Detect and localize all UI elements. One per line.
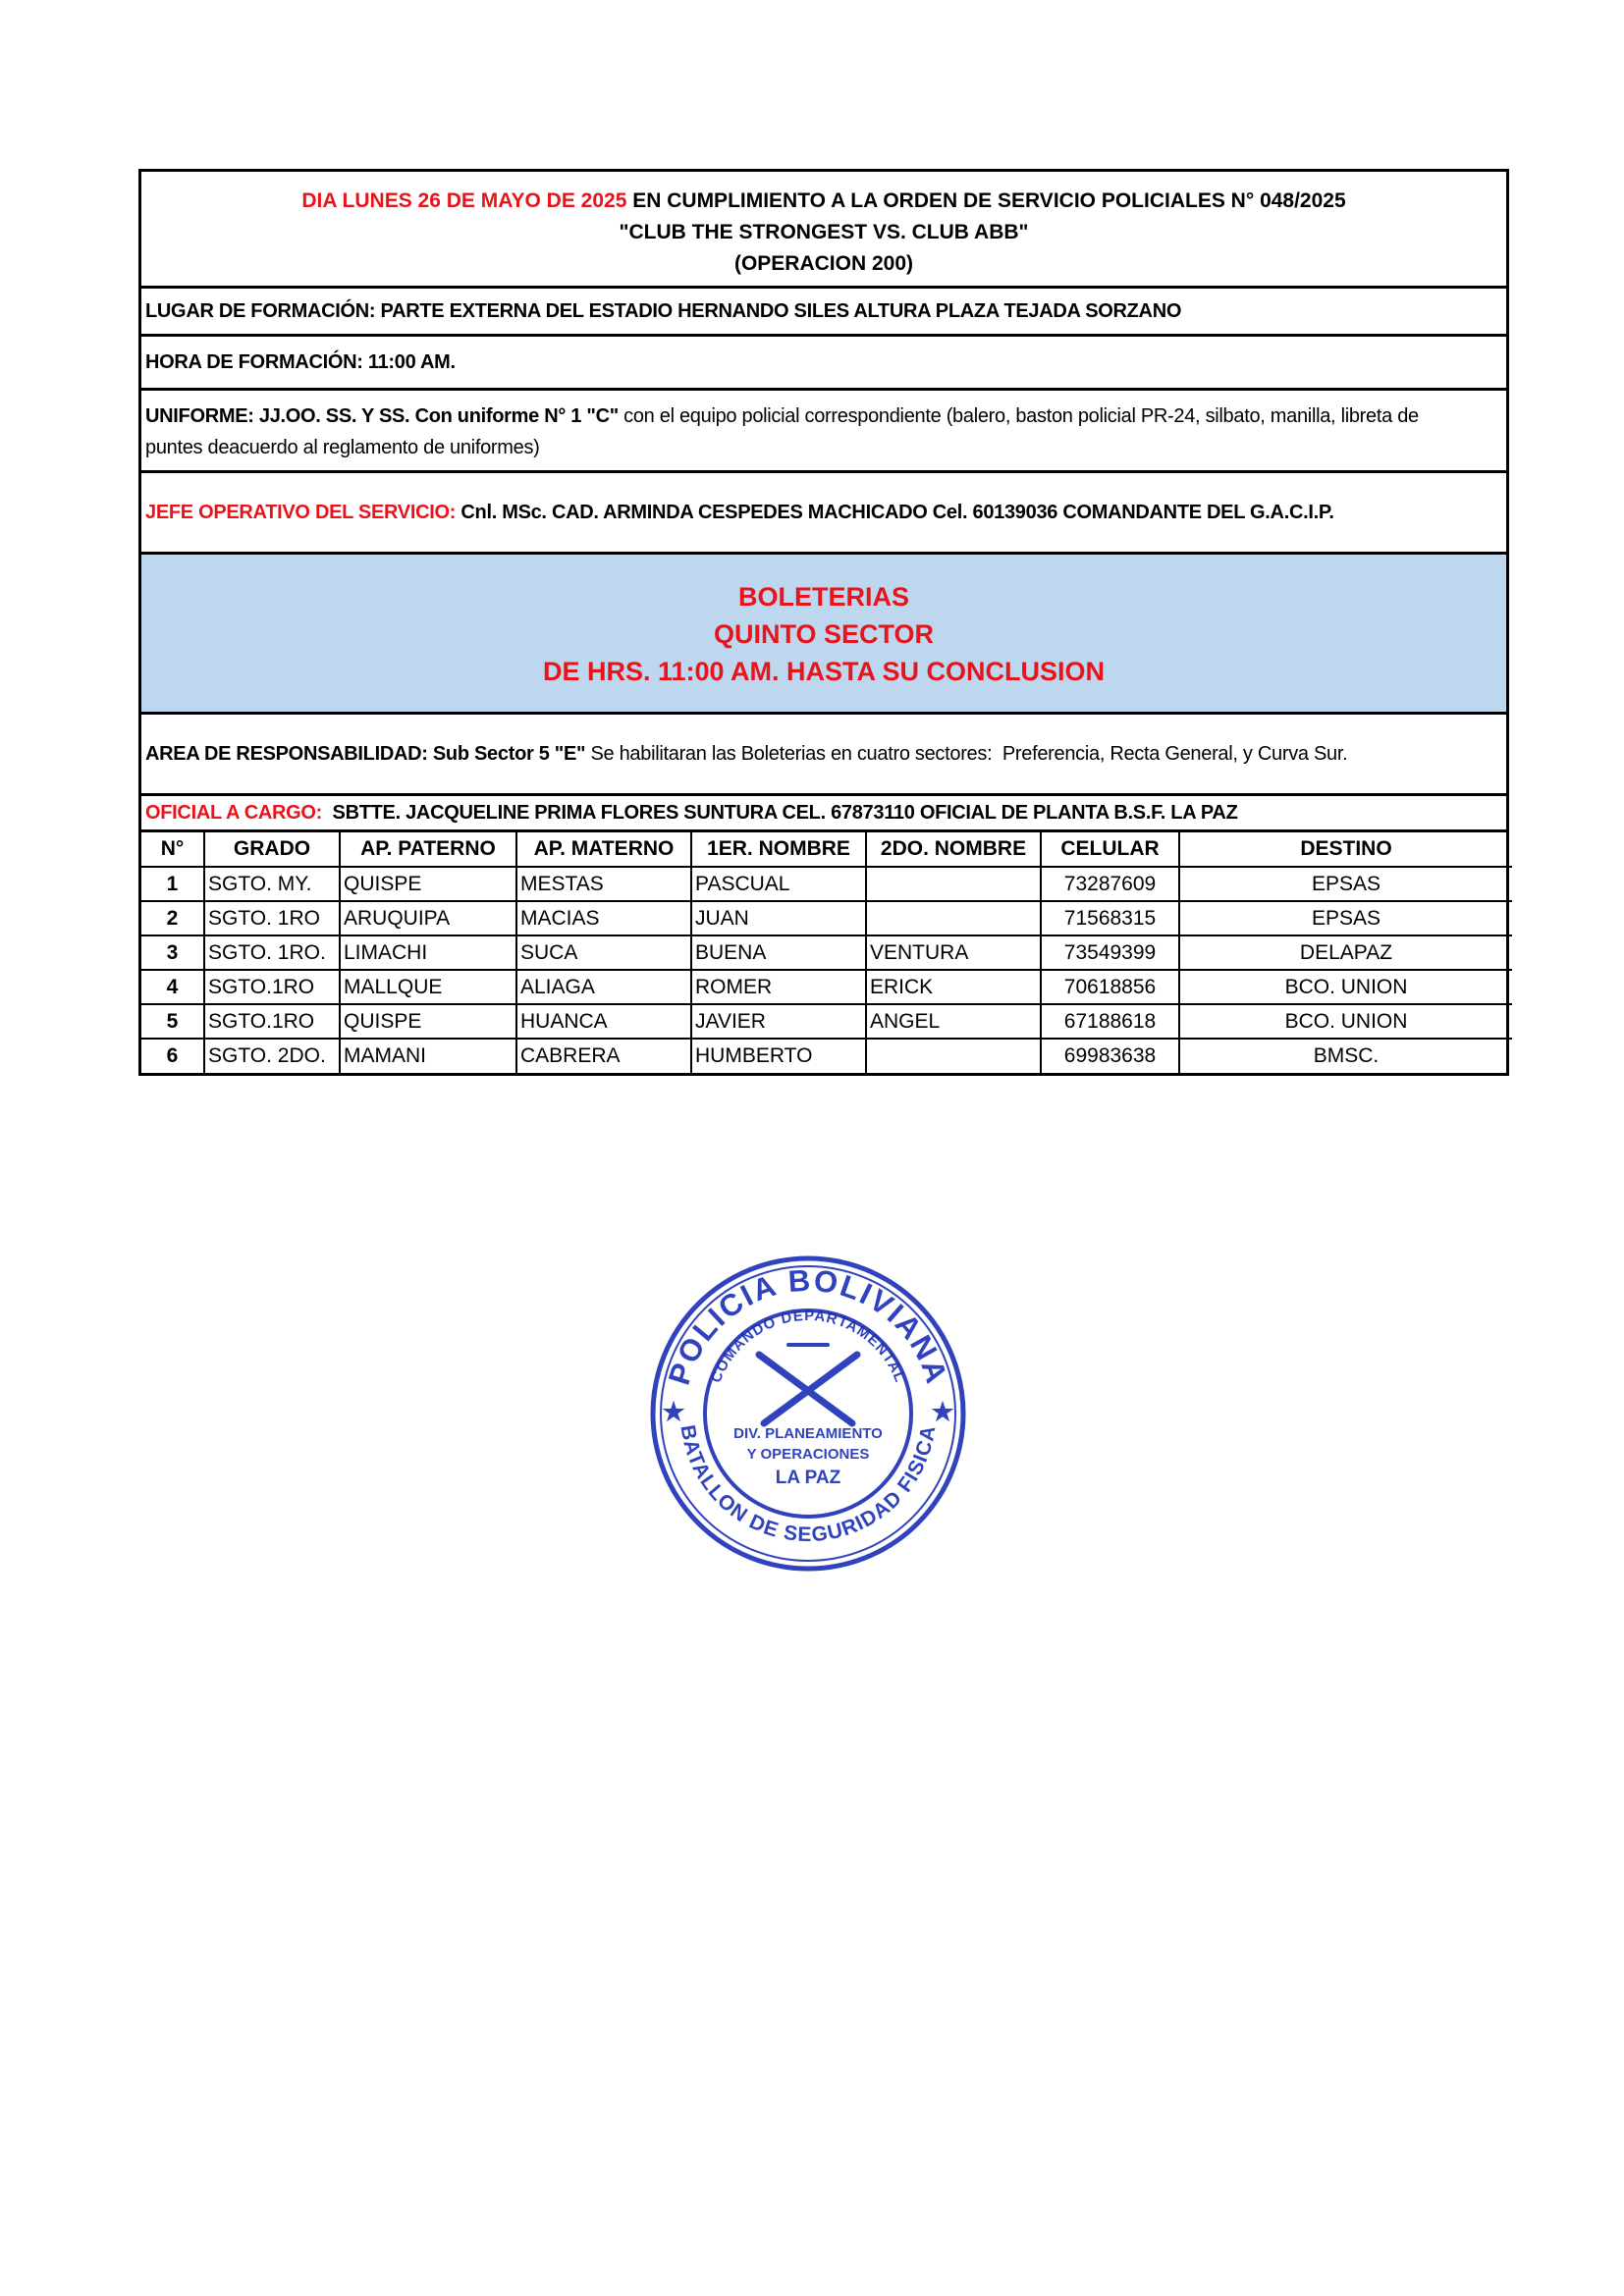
uniform-info	[141, 391, 1506, 473]
table-header-row	[141, 832, 1512, 867]
seal-center-line-2: Y OPERACIONES	[746, 1446, 870, 1463]
uniform-line-1: con el equipo policial correspondiente (balero, baston policial PR-24, silbato, manilla, libreta de	[618, 405, 1419, 427]
maternal-surname-cell: ALIAGA	[516, 970, 691, 1004]
header-operation: (OPERACION 200)	[733, 252, 914, 275]
header-date: DIA LUNES 26 DE MAYO DE 2025	[301, 189, 627, 212]
seal-outer-ring	[653, 1258, 963, 1569]
destination-cell: EPSAS	[1179, 867, 1512, 901]
maternal-surname-cell: CABRERA	[516, 1039, 691, 1073]
second-name-cell: VENTURA	[866, 935, 1041, 970]
paternal-surname-cell: MAMANI	[340, 1039, 516, 1073]
first-name-cell: BUENA	[691, 935, 866, 970]
paternal-surname-cell: QUISPE	[340, 1004, 516, 1039]
destination-cell: EPSAS	[1179, 901, 1512, 935]
col-header: 1ER. NOMBRE	[691, 832, 866, 867]
officer-in-charge	[141, 796, 1506, 832]
paternal-surname-cell: LIMACHI	[340, 935, 516, 970]
row-number: 6	[141, 1039, 204, 1073]
rank-cell: SGTO. 2DO.	[204, 1039, 340, 1073]
maternal-surname-cell: HUANCA	[516, 1004, 691, 1039]
col-header: 2DO. NOMBRE	[866, 832, 1041, 867]
band-line-2: QUINTO SECTOR	[713, 619, 935, 649]
band-line-1: BOLETERIAS	[737, 582, 909, 612]
table-row	[141, 1004, 1512, 1039]
paternal-surname-cell: ARUQUIPA	[340, 901, 516, 935]
seal-inner-top-text: COMANDO DEPARTAMENTAL	[707, 1307, 909, 1386]
second-name-cell	[866, 1039, 1041, 1073]
service-order-document	[138, 169, 1509, 1076]
second-name-cell	[866, 867, 1041, 901]
chief-label: JEFE OPERATIVO DEL SERVICIO:	[145, 501, 457, 523]
police-seal-stamp	[646, 1252, 970, 1575]
seal-star-icon: ★	[931, 1397, 954, 1426]
area-value: Se habilitaran las Boleterias en cuatro sectores: Preferencia, Recta General, y Curva Sur.	[585, 742, 1348, 765]
row-number: 3	[141, 935, 204, 970]
second-name-cell: ANGEL	[866, 1004, 1041, 1039]
seal-outer-top-text: POLICIA BOLIVIANA	[661, 1262, 955, 1389]
formation-place: LUGAR DE FORMACIÓN: PARTE EXTERNA DEL ESTADIO HERNANDO SILES ALTURA PLAZA TEJADA SORZANO	[141, 289, 1506, 337]
table-row	[141, 1039, 1512, 1073]
phone-cell: 70618856	[1041, 970, 1179, 1004]
row-number: 2	[141, 901, 204, 935]
row-number: 1	[141, 867, 204, 901]
phone-cell: 73549399	[1041, 935, 1179, 970]
seal-star-icon: ★	[662, 1397, 685, 1426]
crossed-rifles-icon	[759, 1345, 857, 1423]
col-header: DESTINO	[1179, 832, 1512, 867]
phone-cell: 67188618	[1041, 1004, 1179, 1039]
phone-cell: 71568315	[1041, 901, 1179, 935]
chief-value: Cnl. MSc. CAD. ARMINDA CESPEDES MACHICADO Cel. 60139036 COMANDANTE DEL G.A.C.I.P.	[456, 501, 1334, 523]
second-name-cell	[866, 901, 1041, 935]
personnel-table-wrap	[141, 832, 1506, 1073]
first-name-cell: HUMBERTO	[691, 1039, 866, 1073]
rank-cell: SGTO. 1RO	[204, 901, 340, 935]
band-line-3: DE HRS. 11:00 AM. HASTA SU CONCLUSION	[542, 657, 1106, 686]
uniform-line-2: puntes deacuerdo al reglamento de uniformes)	[145, 437, 540, 458]
header-line-1	[141, 186, 1506, 217]
area-label: AREA DE RESPONSABILIDAD: Sub Sector 5 "E"	[145, 742, 586, 765]
table-row	[141, 867, 1512, 901]
row-number: 4	[141, 970, 204, 1004]
maternal-surname-cell: MESTAS	[516, 867, 691, 901]
first-name-cell: PASCUAL	[691, 867, 866, 901]
maternal-surname-cell: MACIAS	[516, 901, 691, 935]
area-responsibility	[141, 715, 1506, 796]
first-name-cell: JUAN	[691, 901, 866, 935]
seal-center-line-3: LA PAZ	[775, 1468, 841, 1488]
header-match: "CLUB THE STRONGEST VS. CLUB ABB"	[619, 221, 1029, 243]
rank-cell: SGTO.1RO	[204, 970, 340, 1004]
first-name-cell: JAVIER	[691, 1004, 866, 1039]
col-header: AP. MATERNO	[516, 832, 691, 867]
destination-cell: DELAPAZ	[1179, 935, 1512, 970]
chief-operative	[141, 473, 1506, 555]
phone-cell: 69983638	[1041, 1039, 1179, 1073]
destination-cell: BMSC.	[1179, 1039, 1512, 1073]
table-row	[141, 935, 1512, 970]
destination-cell: BCO. UNION	[1179, 970, 1512, 1004]
header-order: EN CUMPLIMIENTO A LA ORDEN DE SERVICIO POLICIALES N° 048/2025	[626, 189, 1346, 212]
sector-band	[141, 555, 1506, 715]
second-name-cell: ERICK	[866, 970, 1041, 1004]
officer-label: OFICIAL A CARGO:	[145, 801, 323, 824]
document-header	[141, 172, 1506, 289]
table-row	[141, 970, 1512, 1004]
col-header: N°	[141, 832, 204, 867]
officer-value: SBTTE. JACQUELINE PRIMA FLORES SUNTURA CEL. 67873110 OFICIAL DE PLANTA B.S.F. LA PAZ	[322, 801, 1238, 824]
col-header: CELULAR	[1041, 832, 1179, 867]
rank-cell: SGTO. 1RO.	[204, 935, 340, 970]
paternal-surname-cell: QUISPE	[340, 867, 516, 901]
rank-cell: SGTO.1RO	[204, 1004, 340, 1039]
maternal-surname-cell: SUCA	[516, 935, 691, 970]
phone-cell: 73287609	[1041, 867, 1179, 901]
rank-cell: SGTO. MY.	[204, 867, 340, 901]
formation-time: HORA DE FORMACIÓN: 11:00 AM.	[141, 337, 1506, 391]
destination-cell: BCO. UNION	[1179, 1004, 1512, 1039]
uniform-label: UNIFORME: JJ.OO. SS. Y SS. Con uniforme N° 1 "C"	[145, 405, 619, 427]
paternal-surname-cell: MALLQUE	[340, 970, 516, 1004]
seal-center-line-1: DIV. PLANEAMIENTO	[733, 1425, 883, 1442]
first-name-cell: ROMER	[691, 970, 866, 1004]
row-number: 5	[141, 1004, 204, 1039]
seal-outer-bottom-text: BATALLON DE SEGURIDAD FISICA	[676, 1423, 941, 1547]
table-row	[141, 901, 1512, 935]
col-header: GRADO	[204, 832, 340, 867]
personnel-table	[141, 832, 1512, 1073]
col-header: AP. PATERNO	[340, 832, 516, 867]
